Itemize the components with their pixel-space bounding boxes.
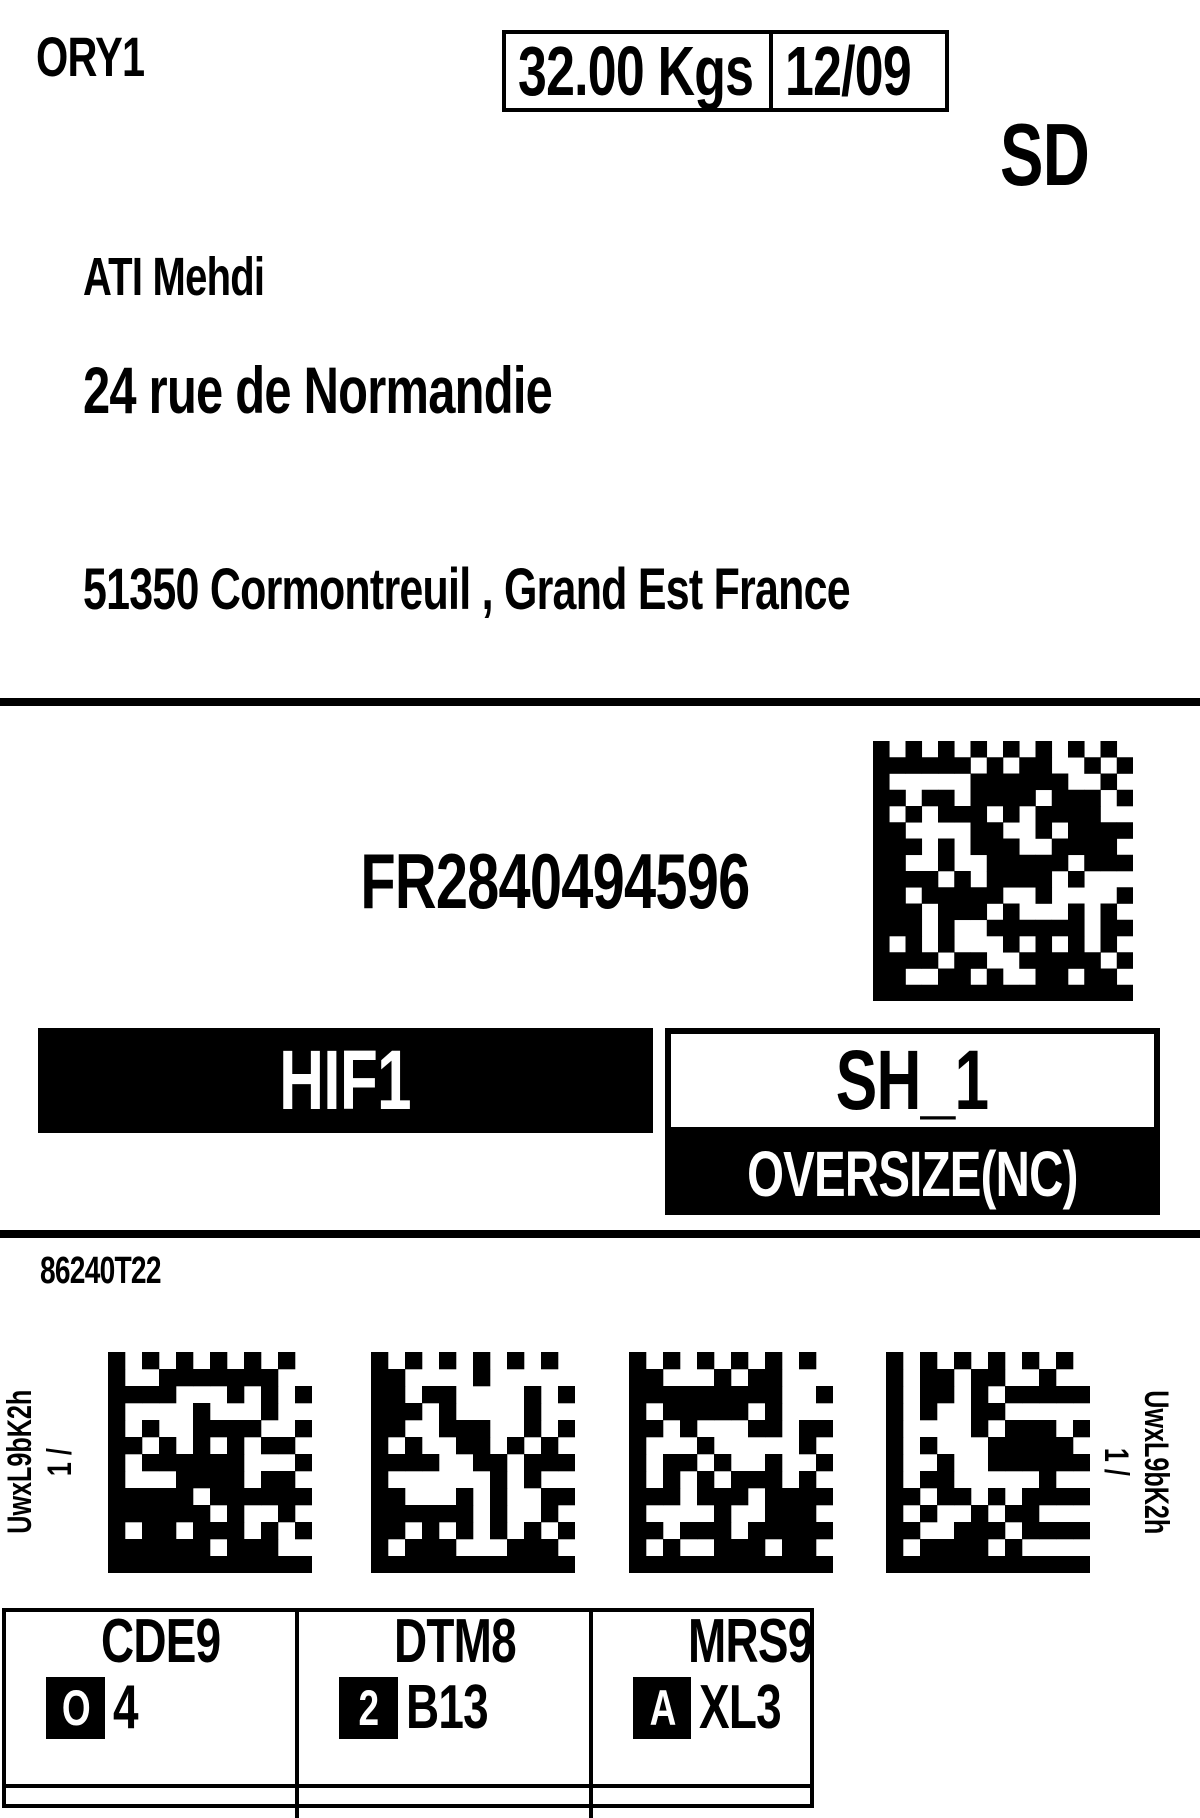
origin-code: [36, 24, 182, 89]
origin-code-text: ORY1: [36, 25, 145, 88]
datamatrix-barcode-main: [873, 741, 1133, 1001]
weight-cell: [506, 34, 773, 108]
weight-date-box: [502, 30, 949, 112]
sort-cell-1: [6, 1607, 299, 1784]
divider-top: [0, 698, 1200, 706]
side-code-left-text: UwxL9bK2h: [1, 1390, 39, 1534]
oversize-flag-text: OVERSIZE(NC): [747, 1138, 1078, 1210]
recipient-name: ATI Mehdi: [83, 247, 265, 307]
sort-cell-2-bottom: [339, 1672, 589, 1743]
sort-cell-1-bottom: [46, 1672, 295, 1743]
sort-cell-2-box: 2: [339, 1677, 398, 1739]
divider-bottom: [0, 1230, 1200, 1238]
batch-code: 86240T22: [40, 1250, 161, 1292]
side-page-left-text: 1 /: [41, 1448, 79, 1476]
side-code-right: [1094, 1312, 1178, 1612]
weight-text: 32.00 Kgs: [518, 32, 754, 110]
address-line: 24 rue de Normandie: [83, 353, 553, 427]
side-page-right-text: 1 /: [1097, 1448, 1135, 1476]
sort-cell-3: [593, 1607, 813, 1784]
sort-cell-2: [299, 1607, 593, 1784]
date-text: 12/09: [785, 32, 911, 110]
sort-cell-1-code: 4: [113, 1673, 138, 1742]
sort-cell-5: [299, 1788, 593, 1818]
sort-cell-3-bottom: [633, 1672, 810, 1743]
tracking-number: FR2840494596: [360, 837, 750, 925]
lane-code-text: SH_1: [836, 1033, 989, 1127]
datamatrix-barcode-4: [886, 1352, 1090, 1573]
datamatrix-barcode-3: [629, 1352, 833, 1573]
sort-cell-3-code: XL3: [699, 1673, 782, 1742]
sort-cell-6: [593, 1788, 810, 1818]
sort-cell-3-box: A: [633, 1677, 691, 1739]
hub-code-box: [38, 1028, 653, 1133]
side-code-left: [0, 1312, 82, 1612]
lane-code-box: [665, 1028, 1160, 1133]
date-cell: [773, 34, 955, 108]
service-code: [1000, 104, 1120, 206]
sort-cell-4: [6, 1788, 299, 1818]
sort-table-row: [6, 1607, 813, 1788]
sort-table: [2, 1608, 814, 1808]
sort-cell-3-top: MRS9: [688, 1607, 813, 1676]
sort-cell-2-top: DTM8: [394, 1607, 516, 1676]
sort-table-row-clipped: [6, 1788, 810, 1818]
side-code-right-text: UwxL9bK2h: [1137, 1390, 1175, 1534]
service-code-text: SD: [1000, 105, 1089, 204]
sort-cell-1-top: CDE9: [101, 1607, 221, 1676]
city-line: 51350 Cormontreuil , Grand Est France: [83, 557, 850, 622]
hub-code-text: HIF1: [279, 1033, 412, 1127]
oversize-flag-box: [665, 1133, 1160, 1215]
datamatrix-barcode-1: [108, 1352, 312, 1573]
datamatrix-barcode-2: [371, 1352, 575, 1573]
sort-cell-1-box: O: [46, 1677, 105, 1739]
sort-cell-2-code: B13: [406, 1673, 488, 1742]
